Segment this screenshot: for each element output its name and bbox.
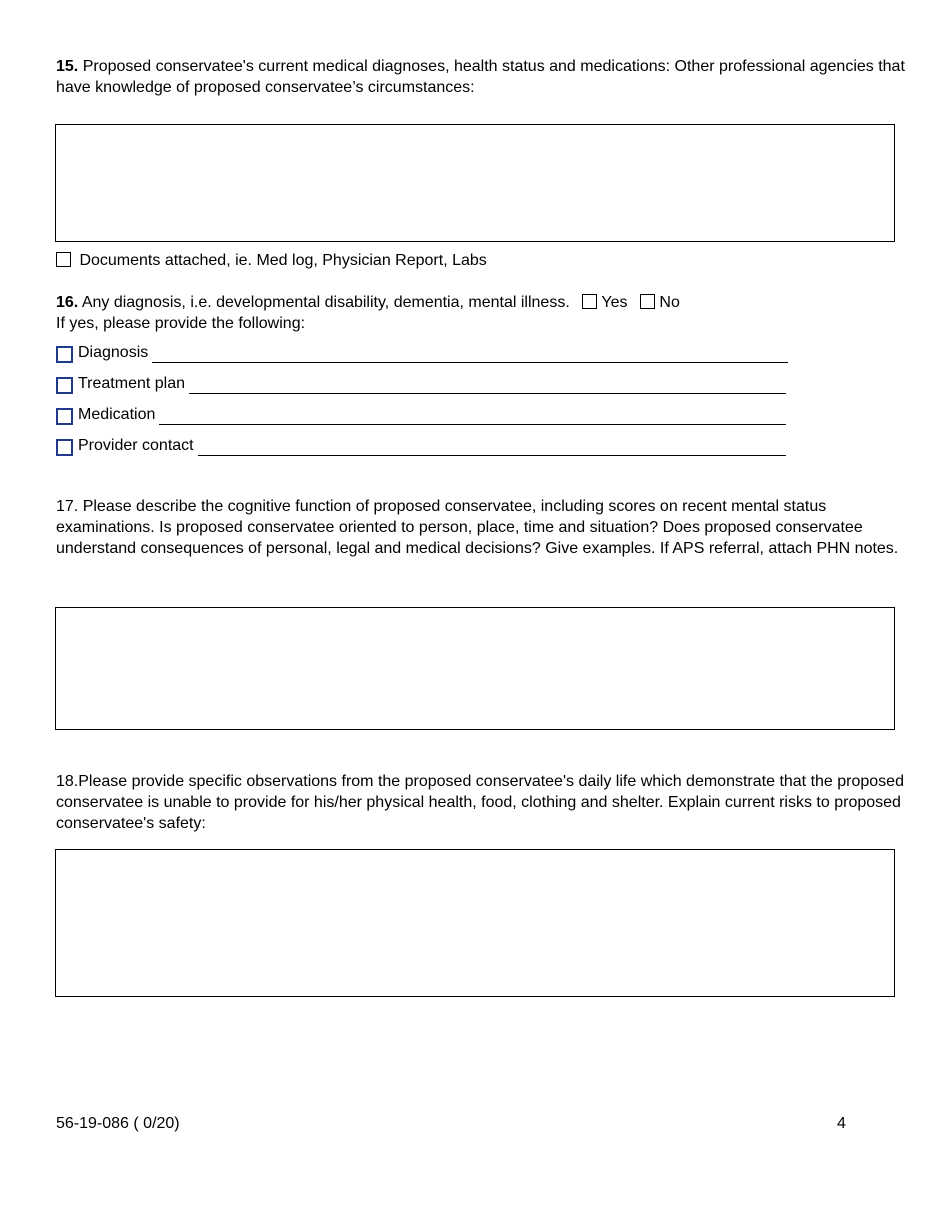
q18-prompt: 18.Please provide specific observations from the proposed conservatee's daily life which demonstrate that the proposed conservatee is unable to provide for his/her physical health, food, clothing and shelter. Explain current risks to proposed conservatee's safety:	[56, 773, 904, 832]
q16-yes-label: Yes	[601, 294, 628, 311]
q16-followup: If yes, please provide the following:	[56, 315, 306, 332]
q16-number: 16.	[56, 294, 79, 311]
q15-attached-row	[56, 250, 487, 271]
q16-text: Any diagnosis, i.e. developmental disability, dementia, mental illness.	[81, 294, 570, 311]
form-number: 56-19-086 ( 0/20)	[56, 1115, 180, 1132]
q16-yes-checkbox[interactable]	[582, 294, 597, 309]
diagnosis-checkbox[interactable]	[56, 346, 73, 363]
diagnosis-line[interactable]	[152, 347, 788, 363]
provider-contact-line[interactable]	[198, 440, 786, 456]
medication-label: Medication	[78, 406, 156, 423]
q17-prompt: 17. Please describe the cognitive function of proposed conservatee, including scores on recent mental status examinations. Is proposed conservatee oriented to person, place, time and situation? Does proposed conservatee understand consequences of personal, legal and medical decisions? Give examples. If APS referral, attach PHN notes.	[56, 498, 899, 557]
medication-checkbox[interactable]	[56, 408, 73, 425]
q15-response-box[interactable]	[55, 124, 895, 242]
provider-contact-label: Provider contact	[78, 437, 194, 454]
provider-contact-checkbox[interactable]	[56, 439, 73, 456]
q16-prompt	[56, 292, 680, 313]
treatment-plan-checkbox[interactable]	[56, 377, 73, 394]
documents-attached-label: Documents attached, ie. Med log, Physician Report, Labs	[79, 252, 487, 269]
q18-response-box[interactable]	[55, 849, 895, 997]
treatment-plan-label: Treatment plan	[78, 375, 186, 392]
q16-no-checkbox[interactable]	[640, 294, 655, 309]
page-number: 4	[837, 1115, 846, 1132]
q16-no-label: No	[659, 294, 680, 311]
treatment-plan-line[interactable]	[189, 378, 786, 394]
documents-attached-checkbox[interactable]	[56, 252, 71, 267]
diagnosis-label: Diagnosis	[78, 344, 149, 361]
q15-text: Proposed conservatee's current medical diagnoses, health status and medications: Other professional agencies that have knowledge of proposed conservatee’s circumstances:	[56, 58, 905, 96]
q16-field-medication	[56, 404, 786, 425]
q16-field-treatment-plan	[56, 373, 786, 394]
q15-number: 15.	[56, 58, 79, 75]
q16-field-diagnosis	[56, 342, 788, 363]
medication-line[interactable]	[159, 409, 786, 425]
q17-response-box[interactable]	[55, 607, 895, 730]
q16-field-provider-contact	[56, 435, 786, 456]
q15-prompt	[56, 56, 906, 98]
